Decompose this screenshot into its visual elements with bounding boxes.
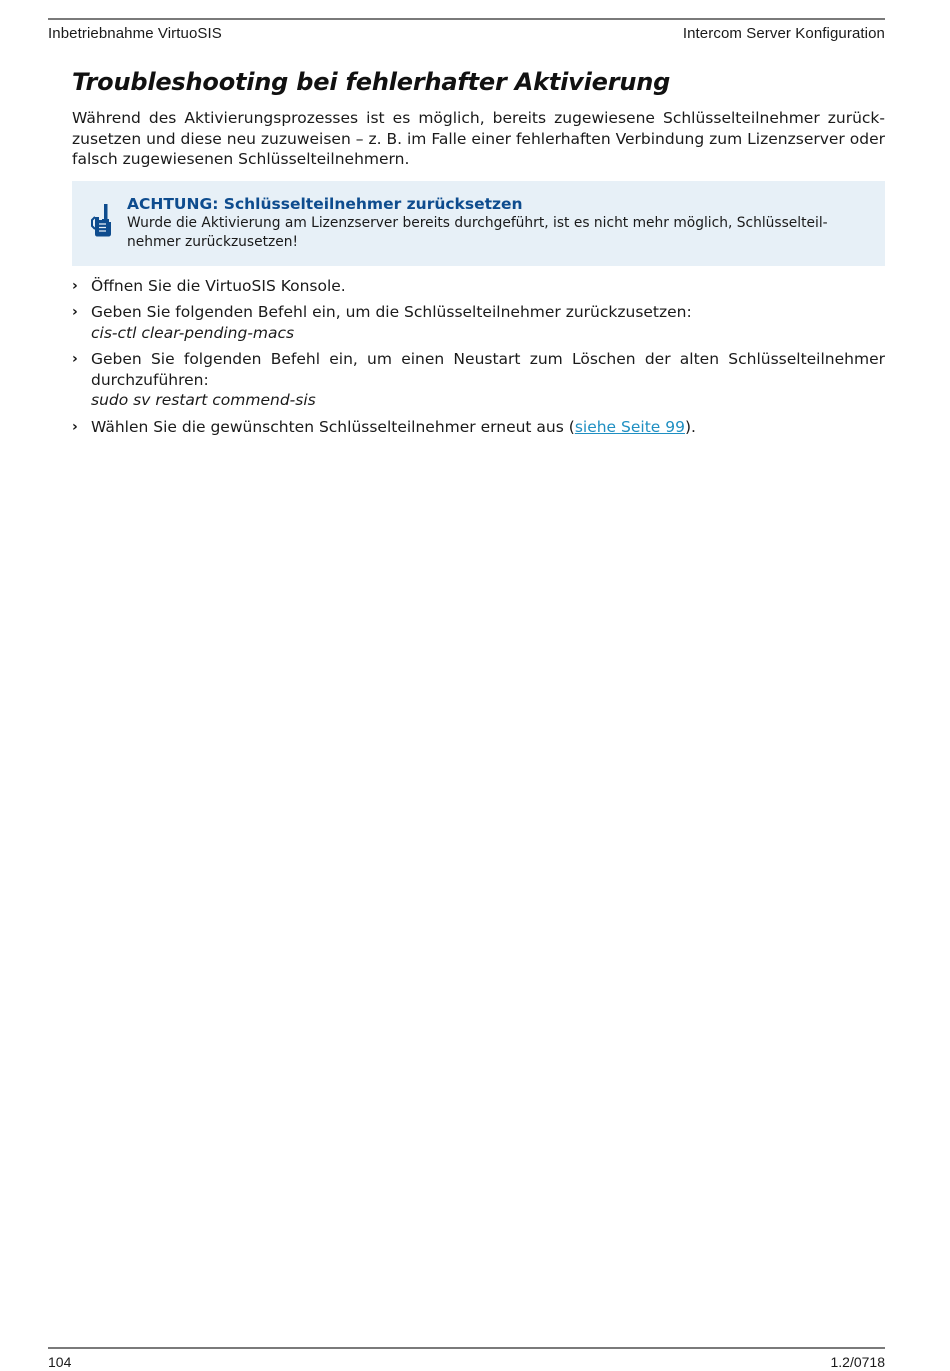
page-header (48, 18, 885, 42)
page-footer (48, 1347, 885, 1370)
instruction-list (72, 276, 885, 438)
page-reference-link[interactable]: siehe Seite 99 (574, 417, 685, 436)
command-text: cis-ctl clear-pending-macs (91, 323, 295, 342)
command-text: sudo sv restart commend-sis (91, 391, 316, 409)
note-title: ACHTUNG: Schlüsselteilnehmer zurücksetzen (127, 194, 523, 213)
list-item (72, 302, 885, 343)
page-number: 104 (48, 1354, 72, 1370)
chevron-right-icon: › (72, 304, 78, 320)
step-text: Geben Sie folgenden Befehl ein, um einen Neustart zum Löschen der alten Schlüsselteilnehmer durchzuführen: (91, 350, 885, 389)
intro-paragraph: Während des Aktivierungsprozesses ist es möglich, bereits zugewiesene Schlüsselteilnehmer zurück- zusetzen und diese neu zuzuweisen – z. B. im Falle einer fehlerhaften Verbindung zum Lizenzserver oder falsch zugewiesenen Schlüsselteilnehmern. (72, 109, 885, 168)
step-text: Öffnen Sie die VirtuoSIS Konsole. (91, 276, 346, 295)
note-text: Wurde die Aktivierung am Lizenzserver bereits durchgeführt, ist es nicht mehr möglich, Schlüsselteil- nehmer zurückzusetzen! (127, 214, 828, 250)
chevron-right-icon: › (72, 351, 78, 367)
warning-note (72, 181, 885, 266)
step-text-before: Wählen Sie die gewünschten Schlüsselteilnehmer erneut aus ( (91, 417, 575, 436)
list-item (72, 349, 885, 411)
pointing-hand-icon (90, 203, 114, 237)
list-item (72, 276, 885, 297)
page-content (72, 64, 885, 443)
chevron-right-icon: › (72, 418, 78, 435)
section-title: Troubleshooting bei fehlerhafter Aktivierung (72, 68, 671, 96)
step-text: Geben Sie folgenden Befehl ein, um die Schlüsselteilnehmer zurückzusetzen: (91, 303, 692, 321)
header-document-title: Inbetriebnahme VirtuoSIS (48, 25, 222, 42)
document-version: 1.2/0718 (830, 1354, 885, 1370)
header-chapter-title: Intercom Server Konfiguration (682, 25, 885, 42)
step-text-after: ). (684, 417, 696, 436)
list-item (72, 417, 885, 438)
chevron-right-icon: › (72, 277, 78, 294)
